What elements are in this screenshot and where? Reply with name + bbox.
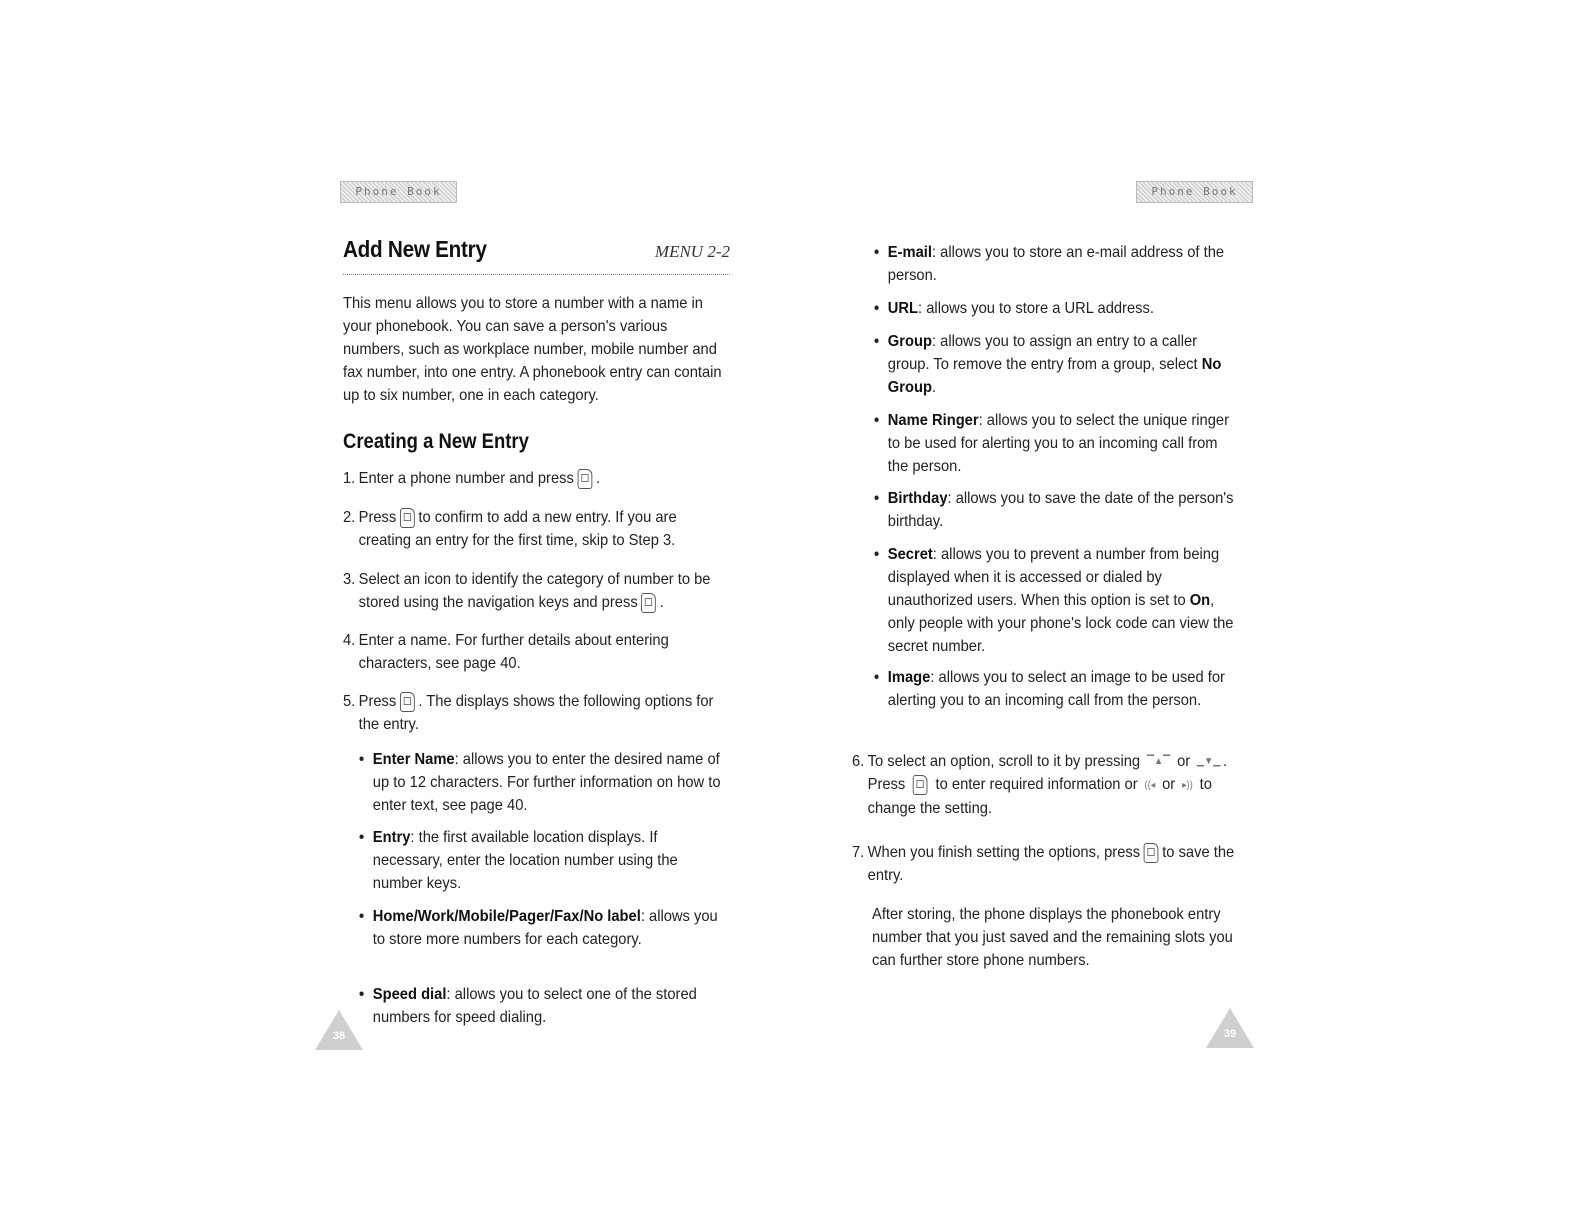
bullet-label: Secret [887, 546, 933, 563]
ok-key-icon [578, 469, 593, 489]
bullet-label: E-mail [887, 244, 932, 261]
closing-paragraph: After storing, the phone displays the phonebook entry number that you just saved and the remaining slots you can further store phone numbers. [872, 906, 1233, 969]
step-text: Press [358, 509, 397, 526]
page-number: 39 [1223, 1028, 1237, 1040]
bullet-dot-icon: • [874, 333, 880, 350]
ok-key-icon [400, 692, 415, 712]
bullet-text: , only people with your phone's lock code can view the secret number. [887, 592, 1234, 655]
bullet-text: : allows you to prevent a number from being displayed when it is accessed or dialed by unauthorized users. When this option is set to [887, 546, 1220, 609]
bullet-speed-dial [359, 983, 727, 1029]
bullet-label: Name Ringer [887, 412, 979, 429]
step-number: 7. [852, 844, 865, 861]
bullet-label: Entry [372, 829, 411, 846]
bullet-text: : allows you to select one of the stored numbers for speed dialing. [372, 986, 697, 1026]
ok-key-icon [1144, 843, 1159, 863]
step-5 [343, 690, 728, 736]
ok-key-icon [400, 508, 415, 528]
step-number: 6. [852, 753, 865, 770]
step-text: or [1177, 753, 1191, 770]
bullet-dot-icon: • [874, 244, 880, 261]
bullet-birthday [874, 487, 1242, 533]
header-tab: Phone Book [340, 181, 457, 203]
nav-right-key-icon: ▸)) [1182, 779, 1193, 791]
bullet-secret [874, 543, 1242, 658]
step-text: To select an option, scroll to it by pressing [867, 753, 1141, 770]
bullet-text: : allows you to assign an entry to a caller group. To remove the entry from a group, select [887, 333, 1202, 373]
bullet-text: : the first available location displays. If necessary, enter the location number using the number keys. [372, 829, 678, 892]
step-1 [343, 467, 728, 490]
page-title: Add New Entry [343, 236, 487, 262]
bullet-label: Birthday [887, 490, 948, 507]
step-text: . [659, 594, 664, 611]
menu-code: MENU 2-2 [654, 242, 730, 261]
step-text: Enter a phone number and press [358, 470, 574, 487]
bullet-text: . [931, 379, 937, 396]
step-number: 5. [343, 693, 356, 710]
bullet-label: Enter Name [372, 751, 455, 768]
bullet-dot-icon: • [359, 986, 365, 1003]
bullet-enter-name [359, 748, 727, 817]
bullet-name-ringer [874, 409, 1242, 478]
bullet-label: Group [887, 333, 932, 350]
bullet-dot-icon: • [359, 829, 365, 846]
step-number: 2. [343, 509, 356, 526]
bullet-bold-value: On [1189, 592, 1211, 609]
step-text: Press [358, 693, 397, 710]
bullet-dot-icon: • [359, 751, 365, 768]
step-text: to confirm to add a new entry. If you are creating an entry for the first time, skip to Step 3. [358, 509, 677, 549]
step-4 [343, 629, 728, 675]
bullet-label: URL [887, 300, 919, 317]
nav-down-key-icon: ▁▼▁ [1197, 756, 1221, 768]
intro-paragraph: This menu allows you to store a number with a name in your phonebook. You can save a person's various numbers, such as workplace number, mobile number and fax number, into one entry. A phonebook entry can contain up to six number, one in each category. [343, 295, 722, 404]
step-number: 3. [343, 571, 356, 588]
bullet-label: Speed dial [372, 986, 447, 1003]
ok-key-icon [913, 775, 928, 795]
step-6 [852, 750, 1238, 820]
bullet-dot-icon: • [359, 908, 365, 925]
step-text: . The displays shows the following options for the entry. [358, 693, 714, 733]
bullet-text: : allows you to store a URL address. [918, 300, 1154, 317]
bullet-label: Image [887, 669, 931, 686]
bullet-image [874, 666, 1242, 712]
step-text: to enter required information or [935, 776, 1138, 794]
nav-up-key-icon: ▔▲▔ [1146, 756, 1171, 768]
bullet-dot-icon: • [874, 490, 880, 507]
step-text: or [1162, 776, 1176, 794]
section-subtitle: Creating a New Entry [343, 430, 529, 453]
bullet-text: : allows you to store more numbers for each category. [372, 908, 718, 948]
step-number: 1. [343, 470, 356, 487]
step-text: . [595, 470, 601, 487]
bullet-home-work [359, 905, 727, 951]
ok-key-icon [641, 593, 656, 613]
bullet-entry [359, 826, 727, 895]
step-7 [852, 841, 1238, 887]
nav-left-key-icon: ((◂ [1144, 779, 1156, 791]
page-number: 38 [332, 1030, 346, 1042]
bullet-email [874, 241, 1242, 287]
bullet-dot-icon: • [874, 412, 880, 429]
step-text: Enter a name. For further details about entering characters, see page 40. [358, 632, 669, 672]
bullet-bold-value: No Group [887, 356, 1222, 396]
right-page [792, 0, 1584, 1224]
bullet-text: : allows you to select the unique ringer to be used for alerting you to an incoming call from the person. [887, 412, 1229, 475]
title-row [343, 236, 730, 275]
step-3 [343, 568, 728, 614]
bullet-text: : allows you to store an e-mail address of the person. [887, 244, 1225, 284]
step-text: Select an icon to identify the category of number to be stored using the navigation keys and press [358, 571, 711, 611]
bullet-text: : allows you to select an image to be used for alerting you to an incoming call from the person. [887, 669, 1225, 709]
header-tab: Phone Book [1136, 181, 1253, 203]
bullet-dot-icon: • [874, 300, 880, 317]
step-text: When you finish setting the options, press [867, 844, 1141, 861]
step-text: to save the entry. [867, 844, 1235, 884]
bullet-group [874, 330, 1242, 399]
step-text: . Press [867, 753, 1228, 794]
step-text: to change the setting. [867, 776, 1212, 817]
bullet-dot-icon: • [874, 669, 880, 686]
bullet-dot-icon: • [874, 546, 880, 563]
step-number: 4. [343, 632, 356, 649]
step-2 [343, 506, 728, 552]
bullet-text: : allows you to save the date of the person's birthday. [887, 490, 1234, 530]
bullet-text: : allows you to enter the desired name of up to 12 characters. For further information on how to enter text, see page 40. [372, 751, 721, 814]
bullet-url [874, 297, 1242, 320]
bullet-label: Home/Work/Mobile/Pager/Fax/No label [372, 908, 641, 925]
